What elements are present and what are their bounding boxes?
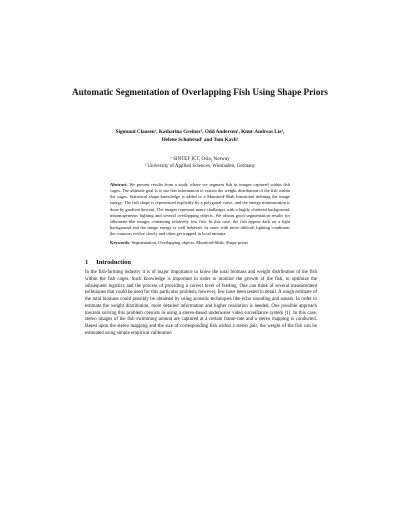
affiliation-2: ² University of Applied Sciences, Wiesbaden, Germany — [144, 164, 256, 169]
keywords-label: Keywords — [110, 240, 130, 245]
section-title: Introduction — [96, 259, 131, 266]
keywords-text: : Segmentation, Overlapping objects, Mumford-Shah, Shape priors — [129, 240, 249, 245]
abstract — [110, 182, 290, 237]
section-number: 1 — [85, 259, 89, 266]
authors-line-1: Sigmund Clausen¹, Katharina Greiner², Odd Andersen¹, Knut-Andreas Lie¹, — [115, 129, 285, 135]
keywords — [110, 240, 295, 246]
author-list — [80, 128, 320, 144]
abstract-label: Abstract. — [110, 182, 128, 187]
affiliations — [90, 156, 310, 170]
introduction-text: In the fish-farming industry it is of major importance to know the total biomass and weight distribution of the fish within the fish cages. Such knowledge is important in order to monitor the growth of the fish, to optimize the subsequent logistics and the process of providing a correct level of feeding. One can think of several measurement techniques that could be used for this particular problem; however, few have been tested in detail. A rough estimate of the total biomass could possibly be obtained by using acoustic techniques like echo sounding and sonars. In order to estimate the weight distribution, more detailed information and higher resolution is needed. One possible approach towards solving this problem consists in using a stereo-based underwater video surveillance system [1]. In this case, stereo images of the fish swimming around are captured at a certain frame-rate and a stereo mapping is conducted. Based upon the stereo mapping and the size of corresponding fish within a stereo pair, the weight of the fish can be estimated using simple empirical calibration — [85, 270, 317, 336]
paper-title: Automatic Segmentation of Overlapping Fish Using Shape Priors — [72, 87, 328, 97]
abstract-text: We present results from a study where we segment fish in images captured within fish cages. The ultimate goal is to use this information to extract the weight distribution of the fish within the cages. Statistical shape knowledge is added to a Mumford-Shah functional defining the image energy. The fish shape is represented explicitly by a polygonal curve, and the energy minimization is done by gradient descent. The images represent many challenges with a highly cluttered background, inhomogeneous lighting and several overlapping objects. We obtain good segmentation results for silhouette-like images containing relatively few fish. In this case, the fish appear dark on a light background and the image energy is well behaved. In cases with more difficult lighting conditions the contours evolve slowly and often get trapped in local minima. — [110, 182, 290, 237]
authors-line-2: Helene Schulerud¹ and Tom Kavli¹ — [161, 137, 239, 143]
affiliation-1: ¹ SINTEF ICT, Oslo, Norway — [170, 157, 230, 162]
section-heading — [85, 259, 131, 266]
